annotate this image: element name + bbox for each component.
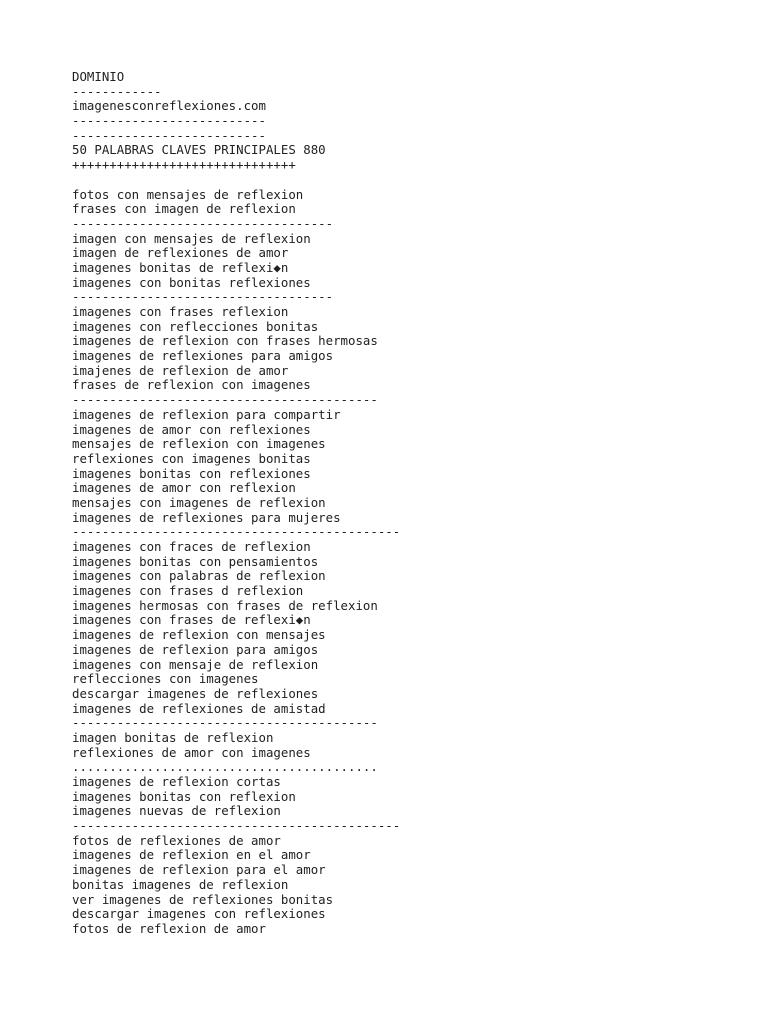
text-line: ------------ [72, 83, 162, 99]
document-text [72, 70, 752, 937]
text-line: imagenes hermosas con frases de reflexion [72, 597, 378, 613]
text-line: frases con imagen de reflexion [72, 201, 296, 217]
text-line: imagenes con frases reflexion [72, 304, 289, 319]
text-line: ----------------------------------------- [72, 715, 378, 731]
text-line: reflecciones con imagenes [72, 671, 259, 687]
text-line: imagenes de amor con reflexion [72, 480, 296, 496]
text-line: imagenes con fraces de reflexion [72, 539, 311, 554]
text-line: ----------------------------------------- [72, 392, 378, 408]
text-line: DOMINIO [72, 69, 125, 84]
text-line: imagenes de reflexiones para amigos [72, 348, 334, 364]
text-line: imagenes de amor con reflexiones [72, 421, 311, 437]
text-line: reflexiones con imagenes bonitas [72, 450, 311, 466]
text-line: fotos con mensajes de reflexion [72, 186, 304, 202]
text-line: -------------------------- [72, 113, 266, 129]
text-line: imagenes con reflecciones bonitas [72, 318, 319, 334]
text-line: frases de reflexion con imagenes [72, 377, 311, 393]
text-line: imagenes con frases d reflexion [72, 583, 304, 599]
text-line: imagenes de reflexion en el amor [72, 847, 311, 863]
text-line: imagenes nuevas de reflexion [72, 803, 281, 819]
text-line: imagenes bonitas con reflexion [72, 788, 296, 804]
text-line: imagenes con frases de reflexi◆n [72, 612, 311, 628]
text-line: imagenes de reflexiones para mujeres [72, 509, 341, 525]
text-line: ++++++++++++++++++++++++++++++ [72, 157, 296, 173]
text-line [72, 173, 752, 188]
text-line: imagenes de reflexion para compartir [72, 406, 341, 422]
text-line: imagenes bonitas con reflexiones [72, 465, 311, 481]
text-line: imagenes de reflexion para el amor [72, 862, 326, 878]
text-line: imajenes de reflexion de amor [72, 362, 289, 378]
text-line: imagenes bonitas con pensamientos [72, 553, 319, 569]
text-line: -------------------------------------------- [72, 818, 401, 834]
text-line: reflexiones de amor con imagenes [72, 744, 311, 760]
text-line: imagenes de reflexion para amigos [72, 641, 319, 657]
text-line: mensajes con imagenes de reflexion [72, 494, 326, 510]
text-line: imagenesconreflexiones.com [72, 98, 266, 114]
text-line: fotos de reflexion de amor [72, 920, 266, 936]
text-line: ......................................... [72, 759, 378, 775]
text-line: fotos de reflexiones de amor [72, 832, 281, 848]
text-line: imagenes de reflexion cortas [72, 774, 281, 789]
text-line: ----------------------------------- [72, 215, 334, 231]
text-line: ver imagenes de reflexiones bonitas [72, 891, 334, 907]
text-line: -------------------------------------------- [72, 524, 401, 540]
text-line: descargar imagenes de reflexiones [72, 685, 319, 701]
text-line: ----------------------------------- [72, 289, 334, 305]
text-line: imagen bonitas de reflexion [72, 729, 274, 745]
text-line: 50 PALABRAS CLAVES PRINCIPALES 880 [72, 142, 326, 158]
text-line: imagenes con palabras de reflexion [72, 568, 326, 584]
text-line: imagenes con mensaje de reflexion [72, 656, 319, 672]
text-line: imagen con mensajes de reflexion [72, 230, 311, 246]
text-line: descargar imagenes con reflexiones [72, 906, 326, 922]
text-line: -------------------------- [72, 127, 266, 143]
text-line: imagenes con bonitas reflexiones [72, 274, 311, 290]
text-line: imagenes bonitas de reflexi◆n [72, 259, 289, 275]
text-line: mensajes de reflexion con imagenes [72, 436, 326, 452]
text-line: imagen de reflexiones de amor [72, 245, 289, 261]
text-line: imagenes de reflexion con frases hermosas [72, 333, 378, 349]
text-line: imagenes de reflexiones de amistad [72, 700, 326, 716]
text-line: bonitas imagenes de reflexion [72, 876, 289, 892]
text-line: imagenes de reflexion con mensajes [72, 627, 326, 643]
